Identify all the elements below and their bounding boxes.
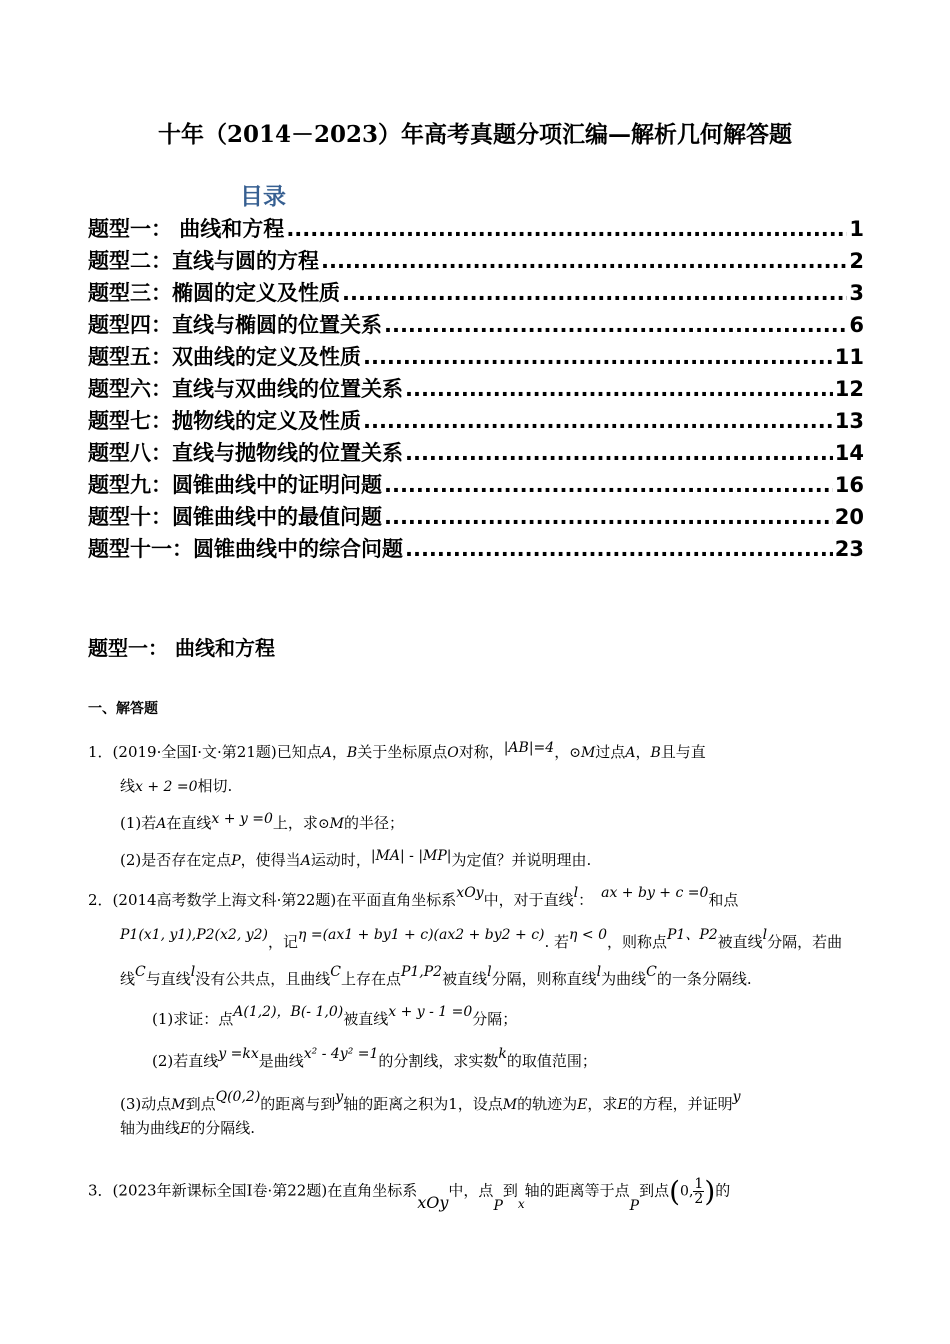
math: P <box>231 853 241 869</box>
text: 被直线 <box>442 970 488 988</box>
q2-number: 2． <box>88 891 113 909</box>
text: 的半径； <box>344 814 405 832</box>
toc-entry-label: 题型一： 曲线和方程 <box>88 217 285 241</box>
text: 上，求 <box>272 814 318 832</box>
toc-leader-dots <box>405 377 833 401</box>
math: x + 2 =0 <box>135 779 198 795</box>
toc-entry[interactable] <box>88 405 864 437</box>
text: (1)若 <box>120 814 157 832</box>
math: |AB|=4 <box>503 740 555 756</box>
text: 中，点 <box>448 1181 494 1200</box>
question-3-line-1 <box>88 1175 731 1214</box>
question-2-part-3-cont <box>120 1117 255 1138</box>
question-1-part-2 <box>120 849 591 870</box>
math: E <box>577 1097 588 1113</box>
text: 轴的距离等于点 <box>524 1181 630 1200</box>
text: 运动时， <box>310 851 371 869</box>
toc-entry-page: 12 <box>834 377 864 401</box>
toc-entry-page: 14 <box>834 441 864 465</box>
toc-entry-page: 20 <box>834 505 864 529</box>
math: P1(x1, y1),P2(x2, y2) <box>120 927 268 943</box>
math: l <box>573 885 579 901</box>
text: (1)求证：点 <box>152 1010 234 1028</box>
toc-entry-page: 3 <box>849 281 864 305</box>
toc-entry[interactable] <box>88 501 864 533</box>
math: x + y =0 <box>211 811 273 827</box>
math: B <box>346 745 358 761</box>
math: C <box>135 964 146 980</box>
math: y =kx <box>218 1046 259 1062</box>
toc-entry[interactable] <box>88 245 864 277</box>
fraction <box>693 1177 704 1206</box>
math: x² - 4y² =1 <box>303 1046 379 1062</box>
math: C <box>330 964 341 980</box>
toc-entry-label: 题型六：直线与双曲线的位置关系 <box>88 377 403 401</box>
q1-source: (2019·全国Ⅰ·文·第21题) <box>112 743 277 761</box>
math: ⊙M <box>569 745 596 761</box>
math: P <box>493 1197 503 1214</box>
math: η < 0 <box>569 927 607 943</box>
toc-entry[interactable] <box>88 309 864 341</box>
toc-leader-dots <box>342 281 847 305</box>
math: A <box>625 745 636 761</box>
text: 的分隔线. <box>190 1119 256 1137</box>
text: (2)若直线 <box>152 1052 219 1070</box>
math: Q(0,2) <box>215 1089 261 1105</box>
math: y <box>732 1089 741 1105</box>
question-2-part-3 <box>120 1089 741 1114</box>
toc-entry-page: 11 <box>834 345 864 369</box>
toc-entry-label: 题型四：直线与椭圆的位置关系 <box>88 313 382 337</box>
toc-heading: 目录 <box>240 184 286 210</box>
text: ， <box>554 743 570 761</box>
math: ⊙M <box>317 816 345 832</box>
section-title: 题型一： 曲线和方程 <box>88 636 275 660</box>
document-title: 十年（2014－2023）年高考真题分项汇编—解析几何解答题 <box>157 121 793 148</box>
text: 是曲线 <box>258 1052 304 1070</box>
toc-leader-dots <box>363 345 833 369</box>
text: 且与直 <box>660 743 706 761</box>
text: 关于坐标原点 <box>357 743 448 761</box>
math: P1,P2 <box>400 964 443 980</box>
math: x + y - 1 =0 <box>388 1004 473 1020</box>
math: E <box>617 1097 628 1113</box>
text: 被直线 <box>343 1010 389 1028</box>
toc-entry-label: 题型十：圆锥曲线中的最值问题 <box>88 505 382 529</box>
text: 线 <box>120 777 136 795</box>
text: 相切. <box>197 777 233 795</box>
toc-leader-dots <box>405 441 833 465</box>
toc-entry-label: 题型七：抛物线的定义及性质 <box>88 409 361 433</box>
text: 对称， <box>458 743 504 761</box>
toc-entry-label: 题型九：圆锥曲线中的证明问题 <box>88 473 382 497</box>
text: 和点 <box>708 891 739 909</box>
toc-entry-page: 23 <box>834 537 864 561</box>
text: 为定值？并说明理由. <box>451 851 592 869</box>
text: 上存在点 <box>340 970 401 988</box>
text: 的分割线，求实数 <box>378 1052 499 1070</box>
point-paren: ( <box>669 1175 681 1208</box>
math: x <box>517 1196 525 1211</box>
question-2-line-3 <box>120 964 752 989</box>
math: C <box>646 964 657 980</box>
text: 到 <box>502 1181 518 1200</box>
toc-entry[interactable] <box>88 373 864 405</box>
text: 的 <box>715 1181 731 1200</box>
text: 的取值范围； <box>506 1052 597 1070</box>
math: l <box>190 964 196 980</box>
toc-entry-page: 16 <box>834 473 864 497</box>
text: 的轨迹为 <box>517 1095 578 1113</box>
toc-entry-page: 13 <box>834 409 864 433</box>
toc-entry-page: 6 <box>849 313 864 337</box>
toc-leader-dots <box>384 313 847 337</box>
text: ： <box>578 891 594 909</box>
math: η =(ax1 + by1 + c)(ax2 + by2 + c) <box>298 927 545 943</box>
text: 分隔； <box>472 1010 518 1028</box>
question-1-line-2 <box>120 775 232 796</box>
text: 到点 <box>185 1095 216 1113</box>
text: ，记 <box>268 933 299 951</box>
math: M <box>502 1097 518 1113</box>
question-2-part-1 <box>152 1004 518 1029</box>
toc-entry-label: 题型十一：圆锥曲线中的综合问题 <box>88 537 403 561</box>
math: k <box>498 1046 507 1062</box>
q3-source: (2023年新课标全国Ⅰ卷·第22题) <box>112 1181 328 1200</box>
text: 被直线 <box>717 933 763 951</box>
toc-entry[interactable] <box>88 341 864 373</box>
toc-entry-label: 题型三：椭圆的定义及性质 <box>88 281 340 305</box>
question-1-line-1 <box>88 741 706 762</box>
text: (2)是否存在定点 <box>120 851 232 869</box>
question-2-line-2 <box>120 927 843 952</box>
toc-entry[interactable] <box>88 469 864 501</box>
toc-entry-page: 1 <box>849 217 864 241</box>
math: A <box>321 745 332 761</box>
toc-entry-page: 2 <box>849 249 864 273</box>
text: 在平面直角坐标系 <box>336 891 457 909</box>
fraction-denominator: 2 <box>694 1191 704 1207</box>
toc-entry-label: 题型八：直线与抛物线的位置关系 <box>88 441 403 465</box>
text: 到点 <box>639 1181 670 1200</box>
text: 没有公共点，且曲线 <box>195 970 331 988</box>
text: 已知点 <box>276 743 322 761</box>
q3-number: 3． <box>88 1181 113 1200</box>
text: 与直线 <box>145 970 191 988</box>
math: B <box>650 745 661 761</box>
text: ， <box>331 743 347 761</box>
text: ，则称点 <box>606 933 667 951</box>
math: P1、P2 <box>667 927 718 943</box>
point-paren-close: ) <box>704 1175 716 1208</box>
sub-heading: 一、解答题 <box>88 701 158 717</box>
text: 中，对于直线 <box>483 891 574 909</box>
math: M <box>171 1097 186 1113</box>
toc-leader-dots <box>363 409 833 433</box>
text: (3)动点 <box>120 1095 172 1113</box>
toc-entry-label: 题型二：直线与圆的方程 <box>88 249 319 273</box>
table-of-contents <box>88 213 864 565</box>
math: xOy <box>417 1192 449 1212</box>
toc-leader-dots <box>321 249 847 273</box>
text: 的方程，并证明 <box>627 1095 733 1113</box>
math: A <box>300 853 311 869</box>
fraction-numerator: 1 <box>694 1176 704 1192</box>
text: ，使得当 <box>240 851 301 869</box>
toc-leader-dots <box>405 537 833 561</box>
math: ax + by + c =0 <box>601 885 709 901</box>
text: 在直角坐标系 <box>327 1181 418 1200</box>
toc-entry[interactable] <box>88 533 864 565</box>
toc-entry[interactable] <box>88 437 864 469</box>
text: 线 <box>120 970 136 988</box>
math: l <box>762 927 768 943</box>
text: ， <box>635 743 651 761</box>
q1-number: 1． <box>88 743 113 761</box>
toc-leader-dots <box>384 473 833 497</box>
toc-leader-dots <box>286 217 847 241</box>
text: 的距离与到 <box>260 1095 336 1113</box>
toc-entry[interactable] <box>88 277 864 309</box>
text: ，求 <box>587 1095 618 1113</box>
text: . 若 <box>544 933 570 951</box>
q2-source: (2014高考数学上海文科·第22题) <box>112 891 337 909</box>
question-2-line-1 <box>88 885 739 910</box>
math: A <box>156 816 167 832</box>
question-1-part-1 <box>120 812 404 833</box>
question-2-part-2 <box>152 1046 597 1071</box>
math: |MA| - |MP| <box>370 848 452 864</box>
text: 轴为曲线 <box>120 1119 181 1137</box>
text: 过点 <box>595 743 626 761</box>
text: 分隔，则称直线 <box>491 970 597 988</box>
math: O <box>447 745 459 761</box>
toc-entry[interactable] <box>88 213 864 245</box>
text: 的一条分隔线. <box>656 970 752 988</box>
text: 为曲线 <box>601 970 647 988</box>
math: E <box>180 1121 191 1137</box>
text: 在直线 <box>166 814 212 832</box>
toc-leader-dots <box>384 505 833 529</box>
text: 轴的距离之积为1，设点 <box>343 1095 503 1113</box>
text: 分隔，若曲 <box>767 933 843 951</box>
math: l <box>596 964 602 980</box>
math: l <box>487 964 492 980</box>
math: A(1,2)，B(- 1,0) <box>233 1004 344 1020</box>
toc-entry-label: 题型五：双曲线的定义及性质 <box>88 345 361 369</box>
math: 0, <box>680 1183 694 1200</box>
math: y <box>335 1089 344 1105</box>
math: P <box>629 1197 640 1214</box>
math: xOy <box>456 885 484 901</box>
